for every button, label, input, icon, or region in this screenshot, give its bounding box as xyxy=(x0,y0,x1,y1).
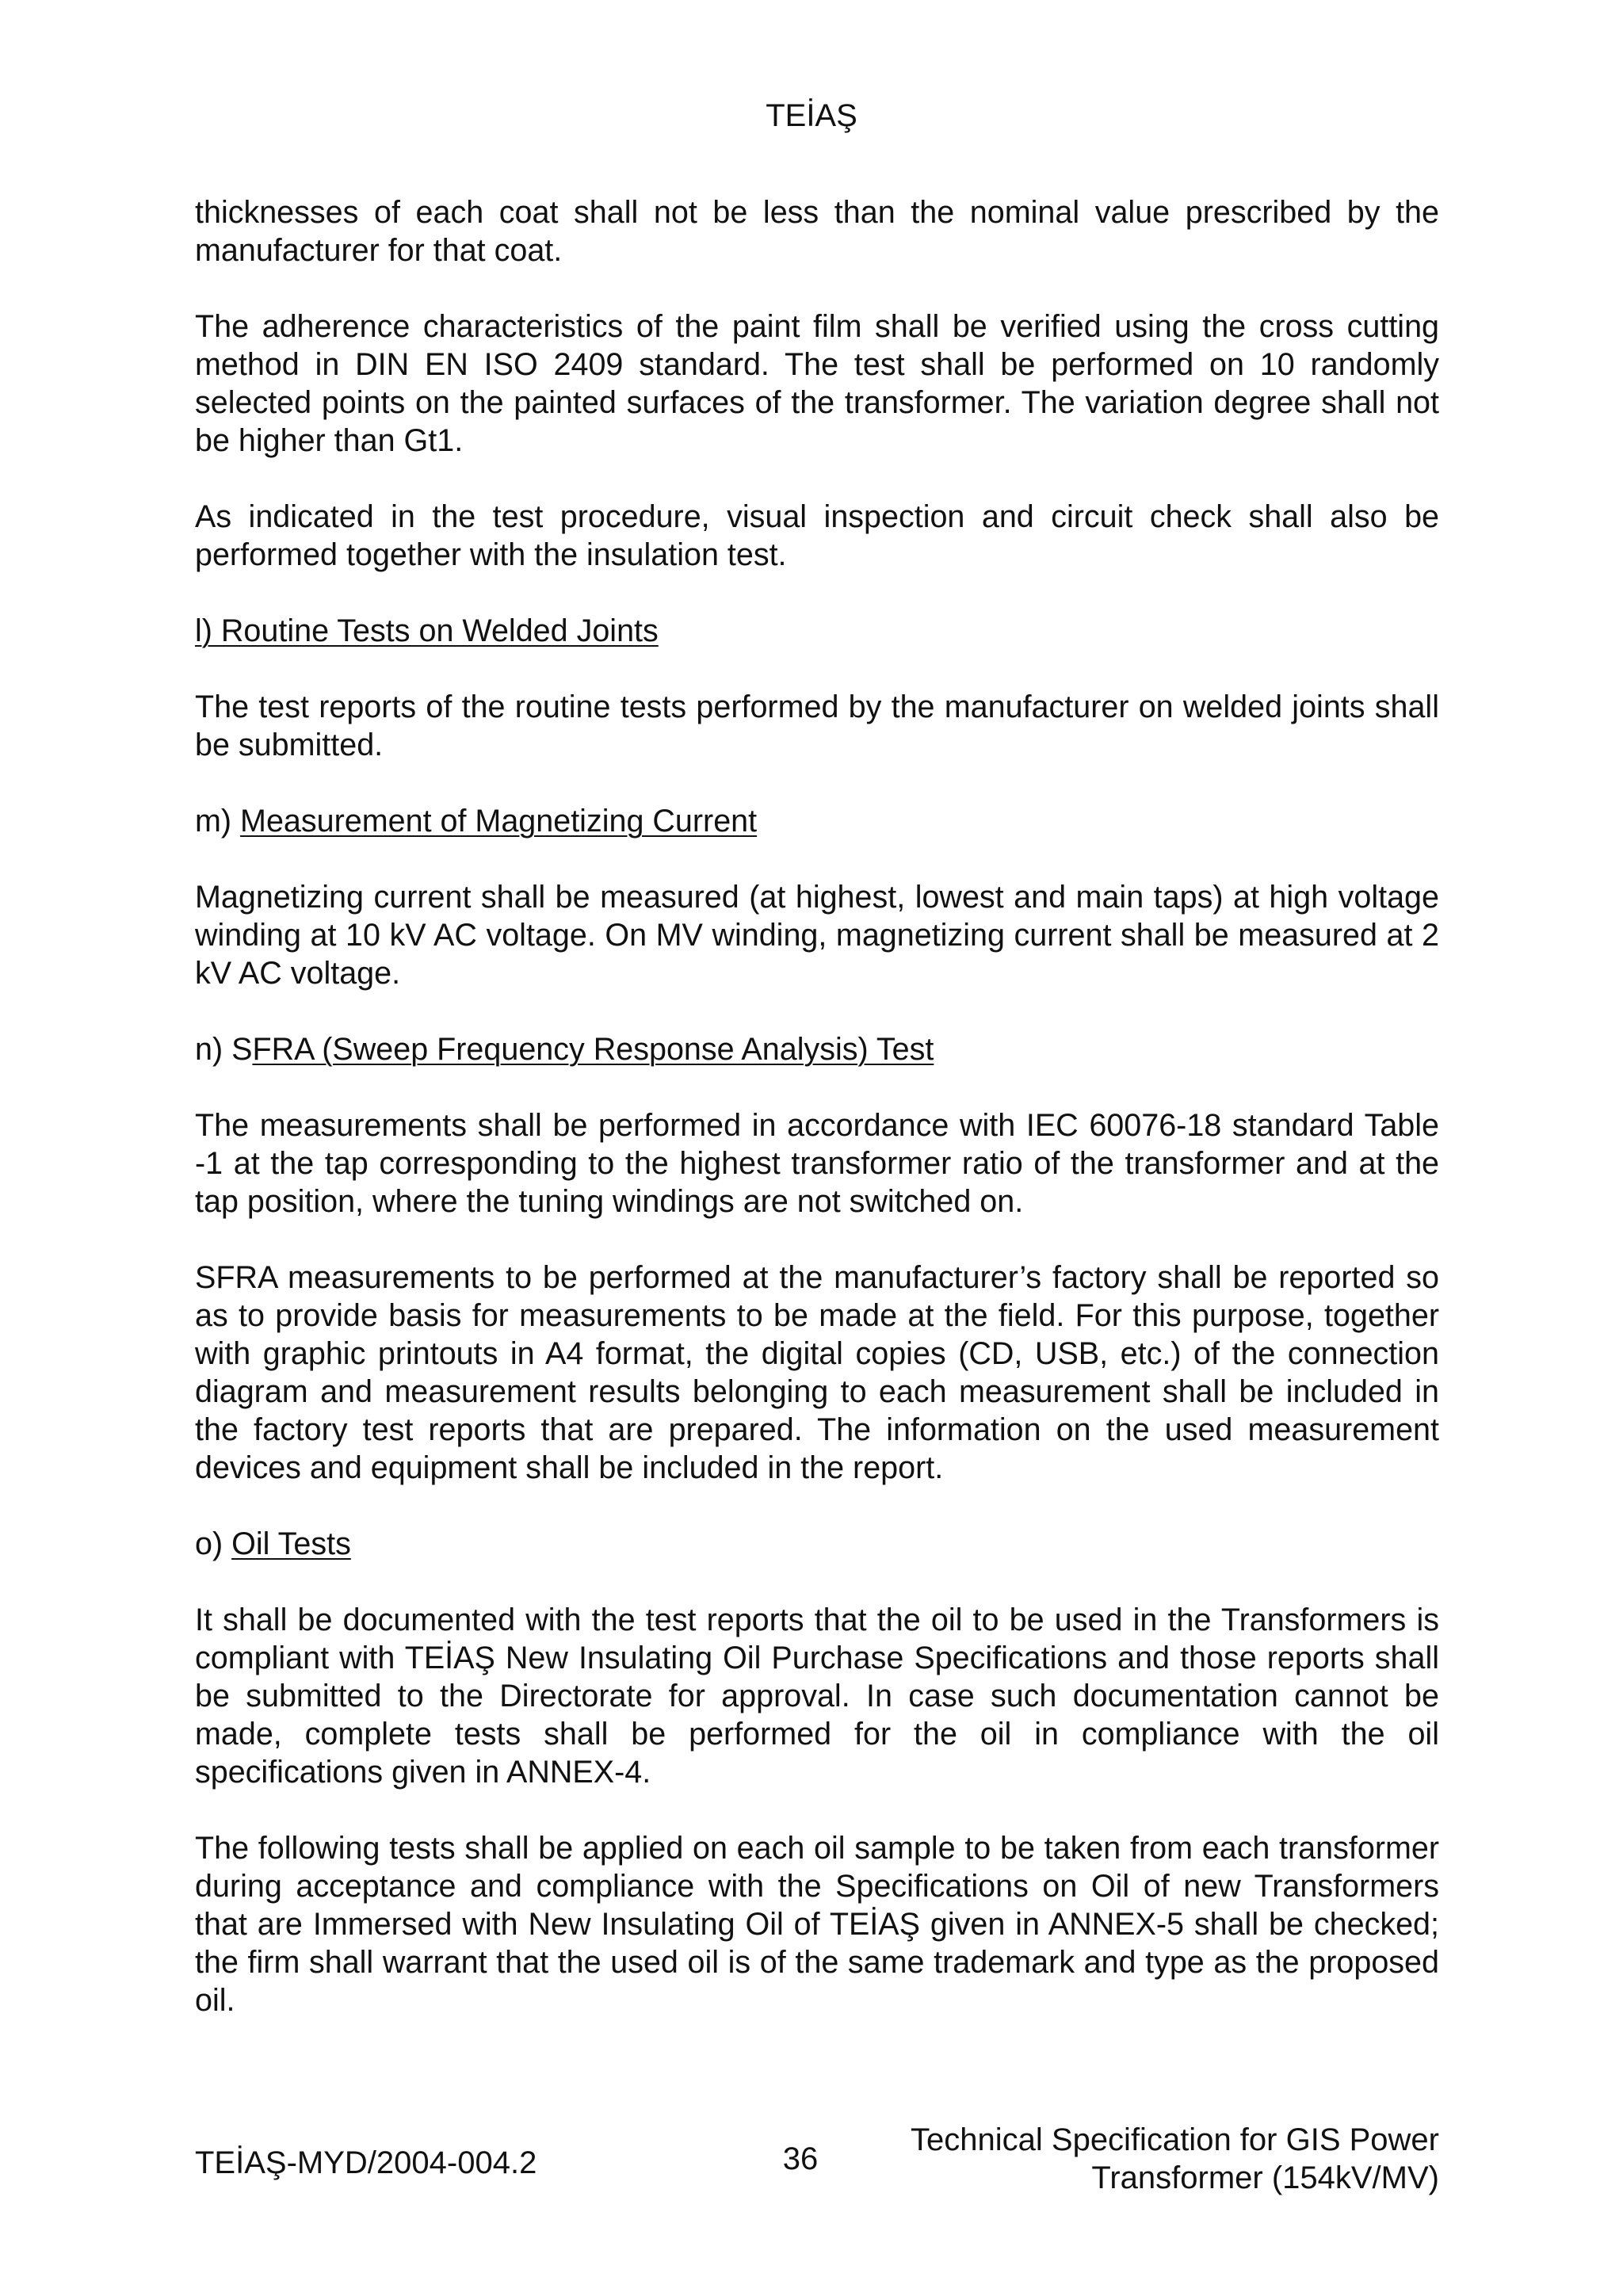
footer-page-number: 36 xyxy=(782,2141,819,2176)
section-heading-welded-joints xyxy=(195,612,1439,650)
paragraph-coat-thickness: thicknesses of each coat shall not be less than the nominal value prescribed by the manufacturer for that coat. xyxy=(195,195,1439,268)
section-heading-oil-tests-title: Oil Tests xyxy=(231,1526,351,1561)
section-prefix-m: m) xyxy=(195,804,241,839)
footer-doc-title xyxy=(911,2121,1439,2197)
paragraph-oil-sample-tests: The following tests shall be applied on each oil sample to be taken from each transformer during acceptance and compliance with the Specifications on Oil of new Transformers that are Immersed with New Insulating Oil of TEİAŞ given in ANNEX-5 shall be checked; the firm shall warrant that the used oil is of the same trademark and type as the proposed oil. xyxy=(195,1831,1439,2018)
page-header: TEİAŞ xyxy=(766,98,857,133)
section-heading-oil-tests xyxy=(195,1525,1439,1563)
paragraph-magnetizing-current: Magnetizing current shall be measured (at highest, lowest and main taps) at high voltage winding at 10 kV AC voltage. On MV winding, magnetizing current shall be measured at 2 kV AC voltage. xyxy=(195,880,1439,991)
section-heading-magnetizing-current xyxy=(195,802,1439,840)
footer-doc-title-line2: Transformer (154kV/MV) xyxy=(1091,2160,1439,2195)
paragraph-adherence: The adherence characteristics of the paint film shall be verified using the cross cutting method in DIN EN ISO 2409 standard. The test shall be performed on 10 randomly selected points on the painted surfaces of the transformer. The variation degree shall not be higher than Gt1. xyxy=(195,309,1439,458)
section-prefix-o: o) xyxy=(195,1526,232,1561)
section-heading-magnetizing-current-title: Measurement of Magnetizing Current xyxy=(240,804,758,839)
paragraph-visual-inspection: As indicated in the test procedure, visual inspection and circuit check shall also be performed together with the insulation test. xyxy=(195,499,1439,572)
paragraph-oil-documentation: It shall be documented with the test reports that the oil to be used in the Transformers is compliant with TEİAŞ New Insulating Oil Purchase Specifications and those reports shall be submitted to the Directorate for approval. In case such documentation cannot be made, complete tests shall be performed for the oil in compliance with the oil specifications given in ANNEX-4. xyxy=(195,1603,1439,1790)
paragraph-sfra-reporting: SFRA measurements to be performed at the manufacturer’s factory shall be reported so as to provide basis for measurements to be made at the field. For this purpose, together with graphic printouts in A4 format, the digital copies (CD, USB, etc.) of the connection diagram and measurement results belonging to each measurement shall be included in the factory test reports that are prepared. The information on the used measurement devices and equipment shall be included in the report. xyxy=(195,1260,1439,1485)
footer-doc-code: TEİAŞ-MYD/2004-004.2 xyxy=(195,2145,537,2180)
section-heading-sfra xyxy=(195,1030,1439,1068)
paragraph-sfra-standard: The measurements shall be performed in accordance with IEC 60076-18 standard Table -1 at the tap corresponding to the highest transformer ratio of the transformer and at the tap position, where the tuning windings are not switched on. xyxy=(195,1108,1439,1219)
section-heading-sfra-title: FRA (Sweep Frequency Response Analysis) Test xyxy=(252,1032,934,1067)
paragraph-welded-joints: The test reports of the routine tests performed by the manufacturer on welded joints shall be submitted. xyxy=(195,690,1439,762)
section-heading-welded-joints-title: l) Routine Tests on Welded Joints xyxy=(195,613,659,648)
document-body xyxy=(195,193,1439,2057)
section-prefix-n: n) S xyxy=(195,1032,253,1067)
footer-doc-title-line1: Technical Specification for GIS Power xyxy=(911,2122,1439,2157)
